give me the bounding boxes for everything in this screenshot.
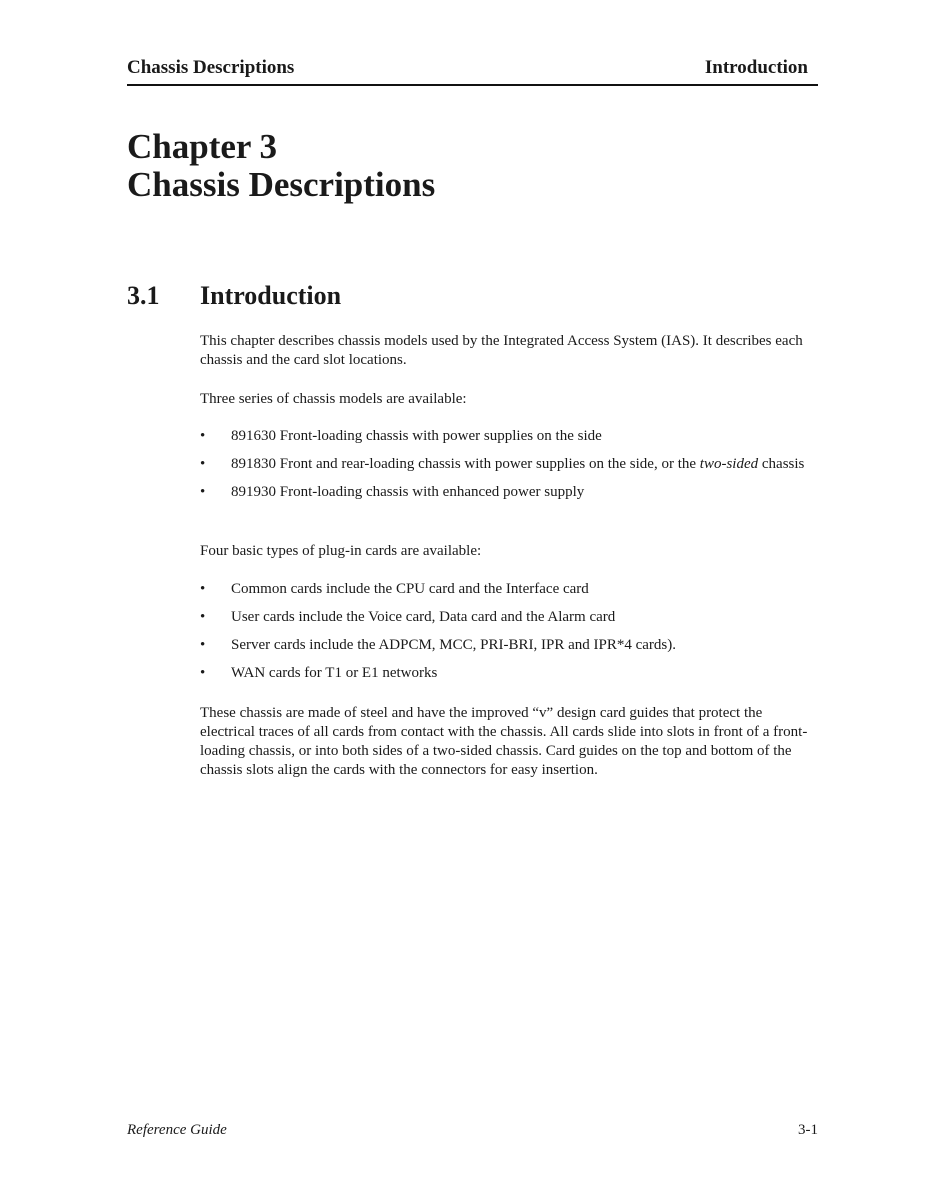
list-item-text-part: 891830 Front and rear-loading chassis with power supplies on the side, or the xyxy=(231,456,700,472)
series-lead-paragraph: Three series of chassis models are available: xyxy=(200,391,467,407)
list-item-text: 891930 Front-loading chassis with enhanced power supply xyxy=(231,484,585,500)
bullet-icon: • xyxy=(200,637,206,653)
list-item-text: 891630 Front-loading chassis with power supplies on the side xyxy=(231,428,602,444)
list-item xyxy=(200,608,820,627)
list-item-text: Server cards include the ADPCM, MCC, PRI-BRI, IPR and IPR*4 cards). xyxy=(231,637,676,653)
chassis-model-list xyxy=(200,427,820,511)
cards-lead-paragraph: Four basic types of plug-in cards are available: xyxy=(200,543,482,559)
bullet-icon: • xyxy=(200,456,206,472)
list-item-text: User cards include the Voice card, Data card and the Alarm card xyxy=(231,609,616,625)
list-item-text: Common cards include the CPU card and the Interface card xyxy=(231,581,589,597)
list-item xyxy=(200,427,820,446)
footer-page-number: 3-1 xyxy=(798,1122,818,1138)
bullet-icon: • xyxy=(200,484,206,500)
list-item-text-part: chassis xyxy=(758,456,805,472)
chapter-number: Chapter 3 xyxy=(127,127,278,166)
list-item-text xyxy=(231,456,804,472)
section-number: 3.1 xyxy=(127,281,160,310)
list-item xyxy=(200,664,820,683)
header-section-name: Introduction xyxy=(704,57,808,78)
closing-paragraph: These chassis are made of steel and have the improved “v” design card guides that protect the electrical traces of all cards from contact with the chassis. All cards slide into slots in front of a front-loading chassis, or into both sides of a two-sided chassis. Card guides on the top and bottom of the chassis slots align the cards with the connectors for easy insertion. xyxy=(200,705,808,778)
footer-document-title: Reference Guide xyxy=(127,1122,227,1138)
list-item xyxy=(200,580,820,599)
header-chapter-name: Chassis Descriptions xyxy=(127,57,295,78)
intro-paragraph: This chapter describes chassis models used by the Integrated Access System (IAS). It describes each chassis and the card slot locations. xyxy=(200,333,803,368)
bullet-icon: • xyxy=(200,609,206,625)
list-item xyxy=(200,483,820,502)
emphasis-text: two-sided xyxy=(699,456,759,472)
chapter-name: Chassis Descriptions xyxy=(127,165,436,204)
list-item-text: WAN cards for T1 or E1 networks xyxy=(231,665,438,681)
bullet-icon: • xyxy=(200,581,206,597)
list-item xyxy=(200,455,820,474)
card-type-list xyxy=(200,580,820,692)
running-header xyxy=(127,56,818,86)
section-title: Introduction xyxy=(200,281,342,310)
list-item xyxy=(200,636,820,655)
bullet-icon: • xyxy=(200,665,206,681)
bullet-icon: • xyxy=(200,428,206,444)
chapter-title xyxy=(127,128,435,204)
